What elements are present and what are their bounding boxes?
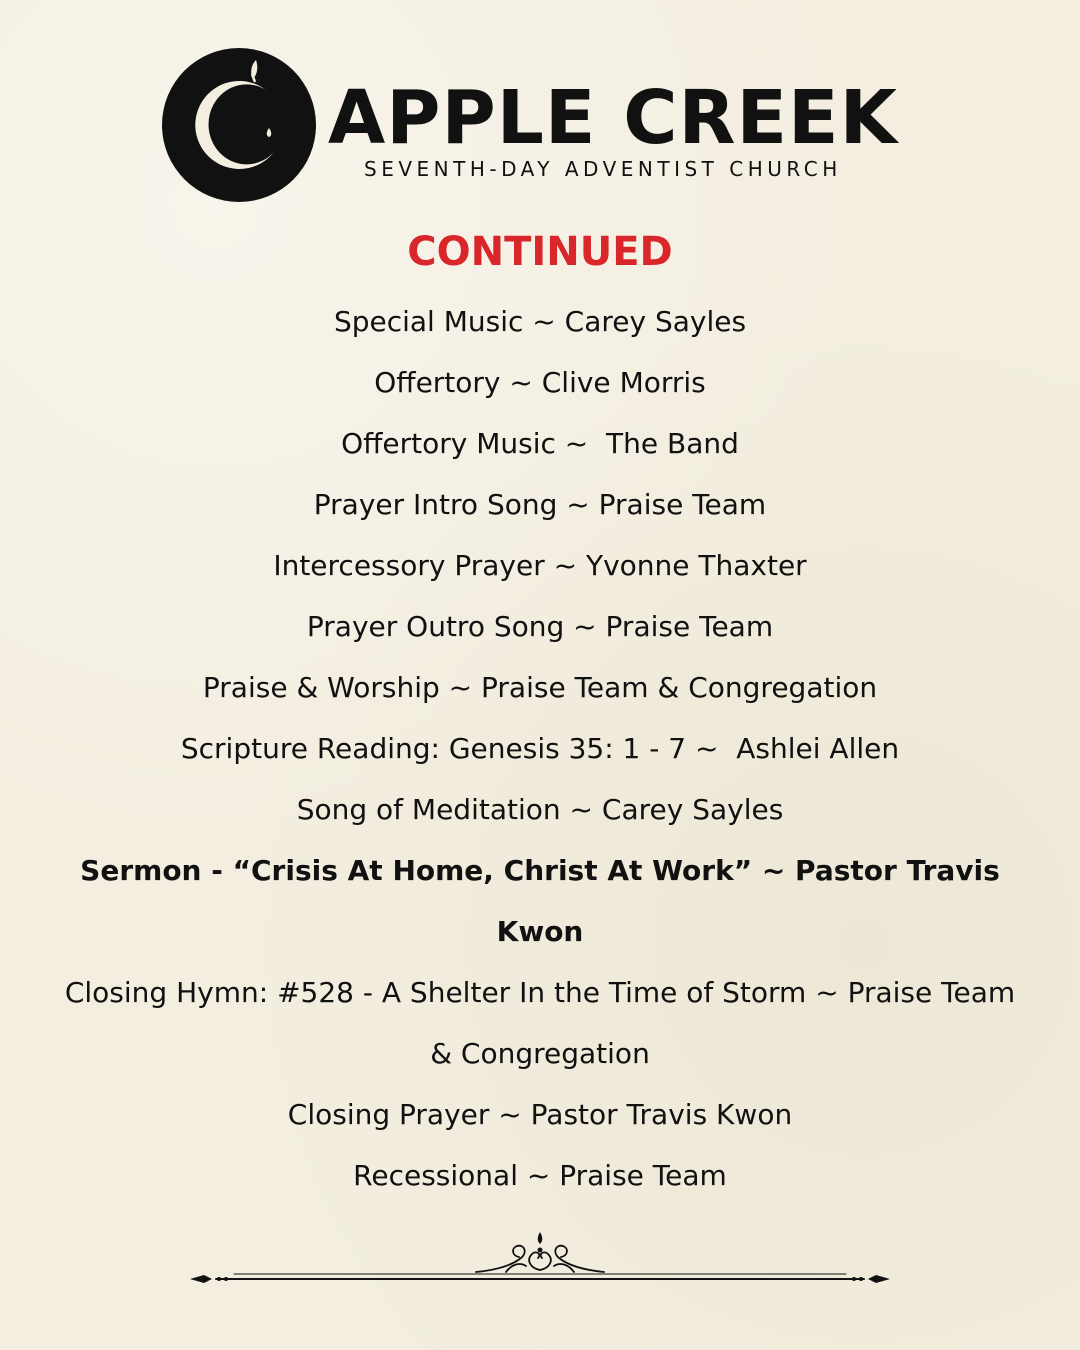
program-item: Recessional ~ Praise Team	[353, 1159, 727, 1192]
ornamental-divider-icon	[186, 1230, 894, 1290]
program-item: Scripture Reading: Genesis 35: 1 - 7 ~ Ashlei Allen	[180, 732, 900, 765]
program-item: Intercessory Prayer ~ Yvonne Thaxter	[273, 549, 807, 582]
section-title: CONTINUED	[407, 229, 673, 275]
brand-name: APPLE CREEK	[328, 75, 898, 161]
program-item: Song of Meditation ~ Carey Sayles	[296, 793, 784, 826]
program-item: Offertory ~ Clive Morris	[374, 366, 706, 399]
program-item: Prayer Outro Song ~ Praise Team	[306, 610, 774, 643]
program-item: Prayer Intro Song ~ Praise Team	[313, 488, 767, 521]
program-item: Special Music ~ Carey Sayles	[333, 305, 747, 338]
church-header	[162, 48, 922, 204]
program-item: Closing Hymn: #528 - A Shelter In the Time of Storm ~ Praise Team & Congregation	[64, 976, 1025, 1070]
apple-creek-logo-icon	[162, 48, 316, 202]
program-item: Closing Prayer ~ Pastor Travis Kwon	[287, 1098, 793, 1131]
brand-subtitle: SEVENTH-DAY ADVENTIST CHURCH	[364, 157, 842, 181]
program-item: Praise & Worship ~ Praise Team & Congregation	[202, 671, 878, 704]
program-item: Offertory Music ~ The Band	[341, 427, 739, 460]
order-of-service	[60, 291, 1025, 1206]
program-item-sermon: Sermon - “Crisis At Home, Christ At Work” ~ Pastor Travis Kwon	[80, 854, 1010, 948]
